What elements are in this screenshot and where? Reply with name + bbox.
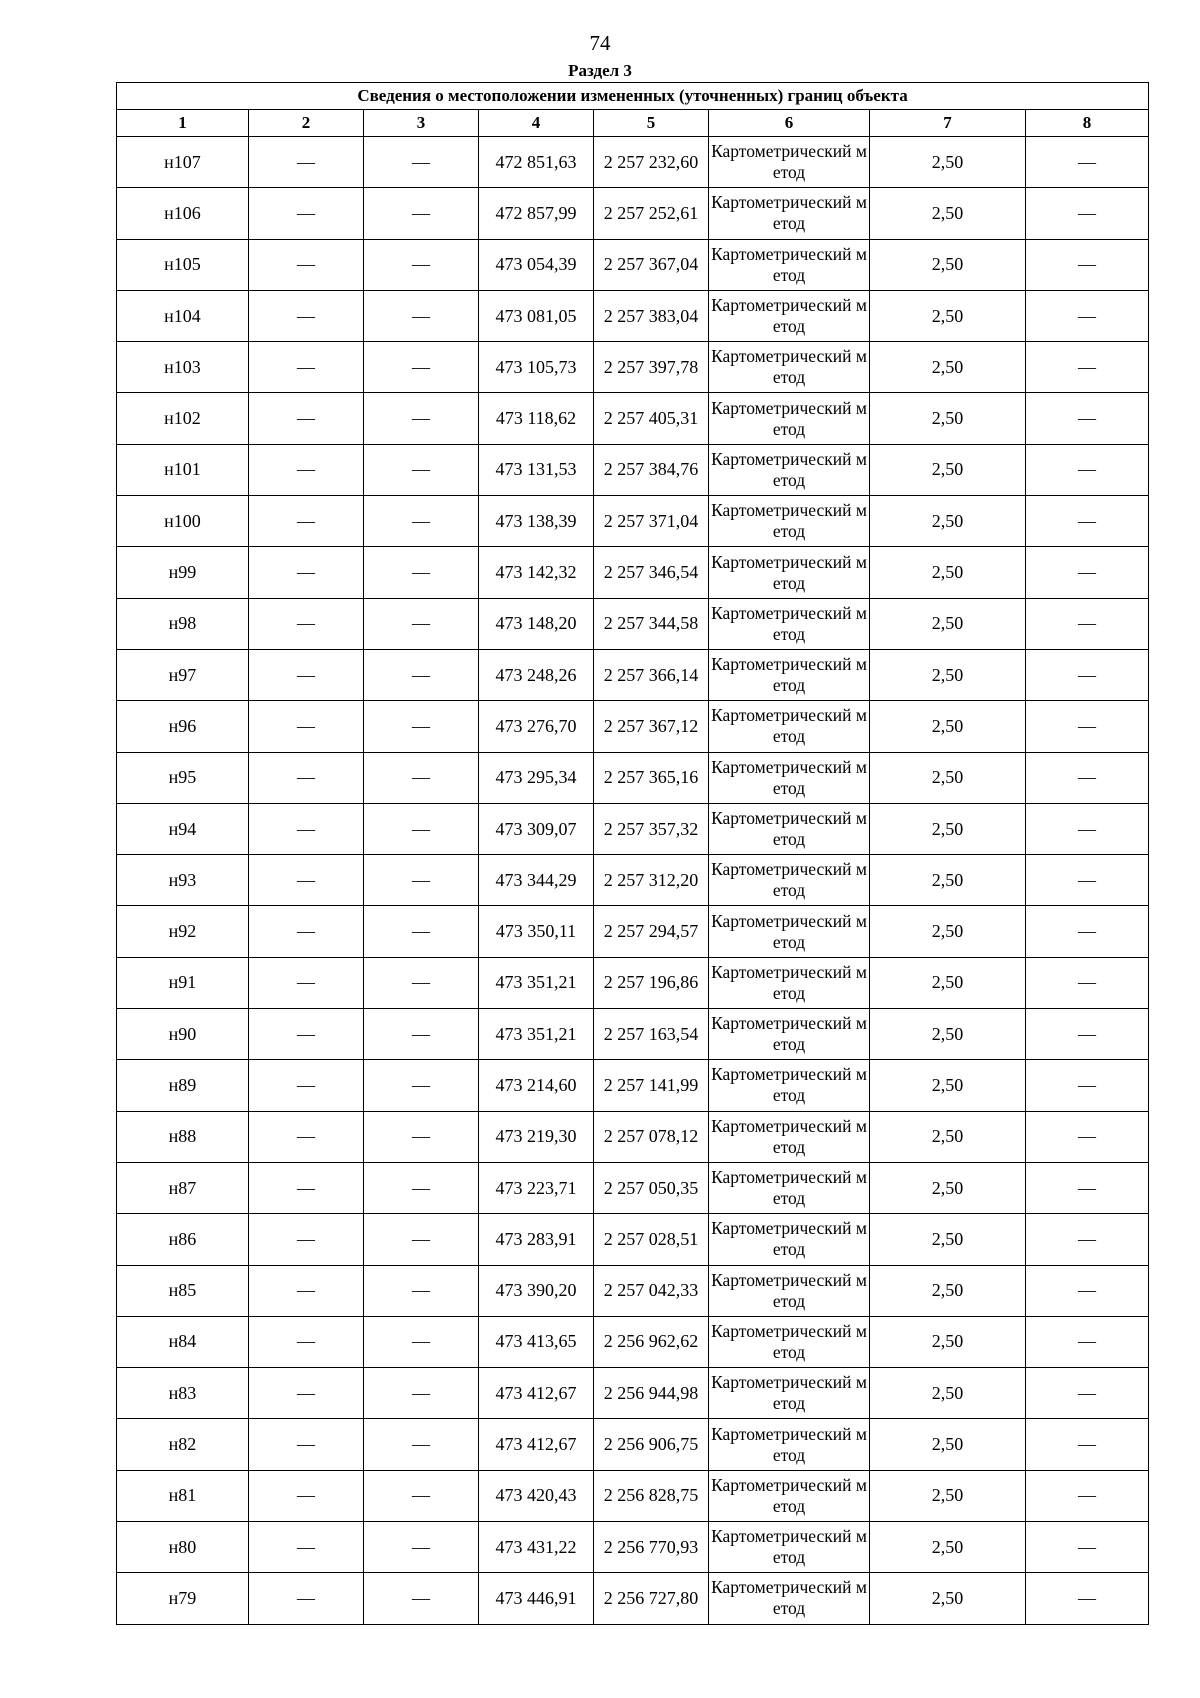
empty-dash-cell: — [1026, 752, 1149, 803]
table-body [117, 137, 1149, 1625]
empty-dash-cell: — [1026, 1265, 1149, 1316]
x-coordinate-cell: 473 295,34 [479, 752, 594, 803]
accuracy-cell: 2,50 [870, 1009, 1026, 1060]
empty-dash-cell: — [249, 855, 364, 906]
method-cell: Картометрический метод [709, 239, 870, 290]
table-caption: Сведения о местоположении измененных (уточненных) границ объекта [117, 83, 1149, 110]
method-cell: Картометрический метод [709, 957, 870, 1008]
method-cell: Картометрический метод [709, 752, 870, 803]
column-number: 4 [479, 110, 594, 137]
point-name-cell: н89 [117, 1060, 249, 1111]
y-coordinate-cell: 2 257 397,78 [594, 342, 709, 393]
empty-dash-cell: — [364, 1265, 479, 1316]
y-coordinate-cell: 2 257 042,33 [594, 1265, 709, 1316]
empty-dash-cell: — [249, 1316, 364, 1367]
empty-dash-cell: — [364, 1419, 479, 1470]
method-cell: Картометрический метод [709, 1111, 870, 1162]
empty-dash-cell: — [1026, 393, 1149, 444]
y-coordinate-cell: 2 257 405,31 [594, 393, 709, 444]
point-name-cell: н107 [117, 137, 249, 188]
method-cell: Картометрический метод [709, 547, 870, 598]
y-coordinate-cell: 2 257 365,16 [594, 752, 709, 803]
method-cell: Картометрический метод [709, 188, 870, 239]
empty-dash-cell: — [249, 1265, 364, 1316]
accuracy-cell: 2,50 [870, 1265, 1026, 1316]
method-cell: Картометрический метод [709, 649, 870, 700]
empty-dash-cell: — [364, 137, 479, 188]
empty-dash-cell: — [249, 1470, 364, 1521]
point-name-cell: н105 [117, 239, 249, 290]
empty-dash-cell: — [364, 444, 479, 495]
x-coordinate-cell: 472 851,63 [479, 137, 594, 188]
point-name-cell: н99 [117, 547, 249, 598]
empty-dash-cell: — [364, 1060, 479, 1111]
empty-dash-cell: — [364, 803, 479, 854]
empty-dash-cell: — [1026, 1009, 1149, 1060]
point-name-cell: н87 [117, 1162, 249, 1213]
method-cell: Картометрический метод [709, 598, 870, 649]
empty-dash-cell: — [1026, 342, 1149, 393]
column-number: 8 [1026, 110, 1149, 137]
accuracy-cell: 2,50 [870, 1573, 1026, 1624]
point-name-cell: н104 [117, 290, 249, 341]
point-name-cell: н92 [117, 906, 249, 957]
accuracy-cell: 2,50 [870, 444, 1026, 495]
point-name-cell: н96 [117, 701, 249, 752]
table-row [117, 1368, 1149, 1419]
empty-dash-cell: — [364, 342, 479, 393]
method-cell: Картометрический метод [709, 1419, 870, 1470]
accuracy-cell: 2,50 [870, 855, 1026, 906]
point-name-cell: н81 [117, 1470, 249, 1521]
empty-dash-cell: — [249, 188, 364, 239]
table-row [117, 137, 1149, 188]
point-name-cell: н83 [117, 1368, 249, 1419]
y-coordinate-cell: 2 257 050,35 [594, 1162, 709, 1213]
accuracy-cell: 2,50 [870, 547, 1026, 598]
empty-dash-cell: — [1026, 957, 1149, 1008]
y-coordinate-cell: 2 256 906,75 [594, 1419, 709, 1470]
table-row [117, 1009, 1149, 1060]
empty-dash-cell: — [364, 1162, 479, 1213]
empty-dash-cell: — [1026, 1419, 1149, 1470]
method-cell: Картометрический метод [709, 1009, 870, 1060]
empty-dash-cell: — [364, 957, 479, 1008]
method-cell: Картометрический метод [709, 393, 870, 444]
table-row [117, 649, 1149, 700]
column-number: 3 [364, 110, 479, 137]
empty-dash-cell: — [1026, 1368, 1149, 1419]
empty-dash-cell: — [1026, 1316, 1149, 1367]
y-coordinate-cell: 2 257 196,86 [594, 957, 709, 1008]
empty-dash-cell: — [1026, 1214, 1149, 1265]
accuracy-cell: 2,50 [870, 1214, 1026, 1265]
empty-dash-cell: — [249, 906, 364, 957]
table-row [117, 855, 1149, 906]
table-row [117, 547, 1149, 598]
accuracy-cell: 2,50 [870, 342, 1026, 393]
method-cell: Картометрический метод [709, 1470, 870, 1521]
boundary-coordinates-table [116, 82, 1149, 1625]
point-name-cell: н98 [117, 598, 249, 649]
accuracy-cell: 2,50 [870, 137, 1026, 188]
method-cell: Картометрический метод [709, 290, 870, 341]
empty-dash-cell: — [364, 393, 479, 444]
x-coordinate-cell: 473 142,32 [479, 547, 594, 598]
point-name-cell: н80 [117, 1522, 249, 1573]
empty-dash-cell: — [249, 1060, 364, 1111]
y-coordinate-cell: 2 257 344,58 [594, 598, 709, 649]
point-name-cell: н100 [117, 496, 249, 547]
x-coordinate-cell: 473 283,91 [479, 1214, 594, 1265]
point-name-cell: н90 [117, 1009, 249, 1060]
empty-dash-cell: — [249, 137, 364, 188]
y-coordinate-cell: 2 256 828,75 [594, 1470, 709, 1521]
accuracy-cell: 2,50 [870, 752, 1026, 803]
y-coordinate-cell: 2 256 944,98 [594, 1368, 709, 1419]
x-coordinate-cell: 473 219,30 [479, 1111, 594, 1162]
x-coordinate-cell: 473 412,67 [479, 1419, 594, 1470]
x-coordinate-cell: 473 054,39 [479, 239, 594, 290]
empty-dash-cell: — [364, 855, 479, 906]
empty-dash-cell: — [364, 752, 479, 803]
accuracy-cell: 2,50 [870, 957, 1026, 1008]
page-number: 74 [589, 31, 611, 55]
empty-dash-cell: — [1026, 803, 1149, 854]
accuracy-cell: 2,50 [870, 188, 1026, 239]
accuracy-cell: 2,50 [870, 290, 1026, 341]
x-coordinate-cell: 473 390,20 [479, 1265, 594, 1316]
point-name-cell: н94 [117, 803, 249, 854]
y-coordinate-cell: 2 257 383,04 [594, 290, 709, 341]
empty-dash-cell: — [249, 239, 364, 290]
method-cell: Картометрический метод [709, 342, 870, 393]
empty-dash-cell: — [1026, 1111, 1149, 1162]
table-row [117, 1162, 1149, 1213]
point-name-cell: н82 [117, 1419, 249, 1470]
point-name-cell: н97 [117, 649, 249, 700]
accuracy-cell: 2,50 [870, 649, 1026, 700]
column-number: 2 [249, 110, 364, 137]
x-coordinate-cell: 473 431,22 [479, 1522, 594, 1573]
y-coordinate-cell: 2 257 141,99 [594, 1060, 709, 1111]
y-coordinate-cell: 2 257 366,14 [594, 649, 709, 700]
column-number: 6 [709, 110, 870, 137]
empty-dash-cell: — [249, 649, 364, 700]
empty-dash-cell: — [364, 906, 479, 957]
accuracy-cell: 2,50 [870, 1316, 1026, 1367]
table-row [117, 1214, 1149, 1265]
method-cell: Картометрический метод [709, 1214, 870, 1265]
point-name-cell: н106 [117, 188, 249, 239]
empty-dash-cell: — [1026, 1470, 1149, 1521]
empty-dash-cell: — [1026, 1573, 1149, 1624]
method-cell: Картометрический метод [709, 1522, 870, 1573]
table-row [117, 496, 1149, 547]
accuracy-cell: 2,50 [870, 1060, 1026, 1111]
table-row [117, 752, 1149, 803]
empty-dash-cell: — [364, 1214, 479, 1265]
x-coordinate-cell: 473 248,26 [479, 649, 594, 700]
empty-dash-cell: — [1026, 649, 1149, 700]
empty-dash-cell: — [249, 1573, 364, 1624]
x-coordinate-cell: 473 118,62 [479, 393, 594, 444]
empty-dash-cell: — [364, 188, 479, 239]
column-number: 7 [870, 110, 1026, 137]
accuracy-cell: 2,50 [870, 1368, 1026, 1419]
empty-dash-cell: — [1026, 855, 1149, 906]
empty-dash-cell: — [364, 1573, 479, 1624]
point-name-cell: н85 [117, 1265, 249, 1316]
method-cell: Картометрический метод [709, 855, 870, 906]
empty-dash-cell: — [1026, 188, 1149, 239]
empty-dash-cell: — [249, 803, 364, 854]
point-name-cell: н93 [117, 855, 249, 906]
accuracy-cell: 2,50 [870, 598, 1026, 649]
x-coordinate-cell: 473 214,60 [479, 1060, 594, 1111]
method-cell: Картометрический метод [709, 137, 870, 188]
empty-dash-cell: — [1026, 444, 1149, 495]
table-row [117, 906, 1149, 957]
accuracy-cell: 2,50 [870, 701, 1026, 752]
table-row [117, 1522, 1149, 1573]
point-name-cell: н101 [117, 444, 249, 495]
point-name-cell: н79 [117, 1573, 249, 1624]
table-row [117, 1111, 1149, 1162]
point-name-cell: н102 [117, 393, 249, 444]
empty-dash-cell: — [249, 444, 364, 495]
empty-dash-cell: — [249, 342, 364, 393]
empty-dash-cell: — [364, 1009, 479, 1060]
point-name-cell: н88 [117, 1111, 249, 1162]
empty-dash-cell: — [364, 496, 479, 547]
table-row [117, 290, 1149, 341]
empty-dash-cell: — [364, 1316, 479, 1367]
x-coordinate-cell: 473 413,65 [479, 1316, 594, 1367]
empty-dash-cell: — [364, 239, 479, 290]
method-cell: Картометрический метод [709, 444, 870, 495]
y-coordinate-cell: 2 257 252,61 [594, 188, 709, 239]
accuracy-cell: 2,50 [870, 239, 1026, 290]
empty-dash-cell: — [249, 1214, 364, 1265]
empty-dash-cell: — [249, 1162, 364, 1213]
method-cell: Картометрический метод [709, 1162, 870, 1213]
table-row [117, 1316, 1149, 1367]
empty-dash-cell: — [249, 1522, 364, 1573]
point-name-cell: н84 [117, 1316, 249, 1367]
accuracy-cell: 2,50 [870, 1162, 1026, 1213]
table-row [117, 803, 1149, 854]
y-coordinate-cell: 2 257 028,51 [594, 1214, 709, 1265]
x-coordinate-cell: 473 309,07 [479, 803, 594, 854]
x-coordinate-cell: 473 138,39 [479, 496, 594, 547]
empty-dash-cell: — [1026, 290, 1149, 341]
y-coordinate-cell: 2 257 294,57 [594, 906, 709, 957]
method-cell: Картометрический метод [709, 1316, 870, 1367]
empty-dash-cell: — [1026, 1522, 1149, 1573]
table-row [117, 1265, 1149, 1316]
empty-dash-cell: — [364, 290, 479, 341]
empty-dash-cell: — [249, 701, 364, 752]
accuracy-cell: 2,50 [870, 1522, 1026, 1573]
empty-dash-cell: — [249, 1111, 364, 1162]
x-coordinate-cell: 473 351,21 [479, 1009, 594, 1060]
x-coordinate-cell: 473 344,29 [479, 855, 594, 906]
method-cell: Картометрический метод [709, 1573, 870, 1624]
x-coordinate-cell: 473 412,67 [479, 1368, 594, 1419]
x-coordinate-cell: 473 223,71 [479, 1162, 594, 1213]
table-row [117, 1060, 1149, 1111]
accuracy-cell: 2,50 [870, 803, 1026, 854]
x-coordinate-cell: 473 276,70 [479, 701, 594, 752]
empty-dash-cell: — [1026, 1060, 1149, 1111]
table-row [117, 701, 1149, 752]
x-coordinate-cell: 473 420,43 [479, 1470, 594, 1521]
empty-dash-cell: — [249, 393, 364, 444]
method-cell: Картометрический метод [709, 496, 870, 547]
x-coordinate-cell: 473 131,53 [479, 444, 594, 495]
empty-dash-cell: — [1026, 496, 1149, 547]
table-row [117, 393, 1149, 444]
empty-dash-cell: — [249, 1009, 364, 1060]
x-coordinate-cell: 473 350,11 [479, 906, 594, 957]
empty-dash-cell: — [364, 1111, 479, 1162]
empty-dash-cell: — [249, 598, 364, 649]
empty-dash-cell: — [1026, 701, 1149, 752]
column-number: 1 [117, 110, 249, 137]
accuracy-cell: 2,50 [870, 1419, 1026, 1470]
table-row [117, 188, 1149, 239]
method-cell: Картометрический метод [709, 1265, 870, 1316]
y-coordinate-cell: 2 257 312,20 [594, 855, 709, 906]
y-coordinate-cell: 2 257 078,12 [594, 1111, 709, 1162]
empty-dash-cell: — [1026, 598, 1149, 649]
empty-dash-cell: — [1026, 906, 1149, 957]
x-coordinate-cell: 473 148,20 [479, 598, 594, 649]
point-name-cell: н103 [117, 342, 249, 393]
accuracy-cell: 2,50 [870, 496, 1026, 547]
method-cell: Картометрический метод [709, 1368, 870, 1419]
empty-dash-cell: — [249, 752, 364, 803]
empty-dash-cell: — [364, 649, 479, 700]
method-cell: Картометрический метод [709, 803, 870, 854]
empty-dash-cell: — [249, 290, 364, 341]
table-row [117, 1573, 1149, 1624]
x-coordinate-cell: 473 351,21 [479, 957, 594, 1008]
y-coordinate-cell: 2 257 357,32 [594, 803, 709, 854]
empty-dash-cell: — [364, 701, 479, 752]
empty-dash-cell: — [249, 547, 364, 598]
point-name-cell: н86 [117, 1214, 249, 1265]
empty-dash-cell: — [1026, 547, 1149, 598]
accuracy-cell: 2,50 [870, 1470, 1026, 1521]
x-coordinate-cell: 473 446,91 [479, 1573, 594, 1624]
empty-dash-cell: — [249, 957, 364, 1008]
table-row [117, 239, 1149, 290]
method-cell: Картометрический метод [709, 1060, 870, 1111]
table-row [117, 1419, 1149, 1470]
x-coordinate-cell: 473 105,73 [479, 342, 594, 393]
y-coordinate-cell: 2 257 384,76 [594, 444, 709, 495]
empty-dash-cell: — [1026, 137, 1149, 188]
empty-dash-cell: — [249, 1368, 364, 1419]
accuracy-cell: 2,50 [870, 906, 1026, 957]
empty-dash-cell: — [1026, 239, 1149, 290]
y-coordinate-cell: 2 256 770,93 [594, 1522, 709, 1573]
y-coordinate-cell: 2 256 727,80 [594, 1573, 709, 1624]
empty-dash-cell: — [249, 1419, 364, 1470]
y-coordinate-cell: 2 257 163,54 [594, 1009, 709, 1060]
method-cell: Картометрический метод [709, 906, 870, 957]
section-title: Раздел 3 [568, 61, 632, 80]
method-cell: Картометрический метод [709, 701, 870, 752]
table-row [117, 444, 1149, 495]
table-row [117, 342, 1149, 393]
y-coordinate-cell: 2 257 367,04 [594, 239, 709, 290]
table-row [117, 1470, 1149, 1521]
y-coordinate-cell: 2 257 367,12 [594, 701, 709, 752]
empty-dash-cell: — [364, 598, 479, 649]
accuracy-cell: 2,50 [870, 393, 1026, 444]
empty-dash-cell: — [364, 1522, 479, 1573]
empty-dash-cell: — [1026, 1162, 1149, 1213]
table-row [117, 957, 1149, 1008]
point-name-cell: н91 [117, 957, 249, 1008]
column-number: 5 [594, 110, 709, 137]
y-coordinate-cell: 2 256 962,62 [594, 1316, 709, 1367]
empty-dash-cell: — [249, 496, 364, 547]
column-number-row [117, 110, 1149, 137]
x-coordinate-cell: 473 081,05 [479, 290, 594, 341]
table-row [117, 598, 1149, 649]
empty-dash-cell: — [364, 1470, 479, 1521]
x-coordinate-cell: 472 857,99 [479, 188, 594, 239]
y-coordinate-cell: 2 257 371,04 [594, 496, 709, 547]
y-coordinate-cell: 2 257 346,54 [594, 547, 709, 598]
point-name-cell: н95 [117, 752, 249, 803]
empty-dash-cell: — [364, 547, 479, 598]
empty-dash-cell: — [364, 1368, 479, 1419]
accuracy-cell: 2,50 [870, 1111, 1026, 1162]
y-coordinate-cell: 2 257 232,60 [594, 137, 709, 188]
